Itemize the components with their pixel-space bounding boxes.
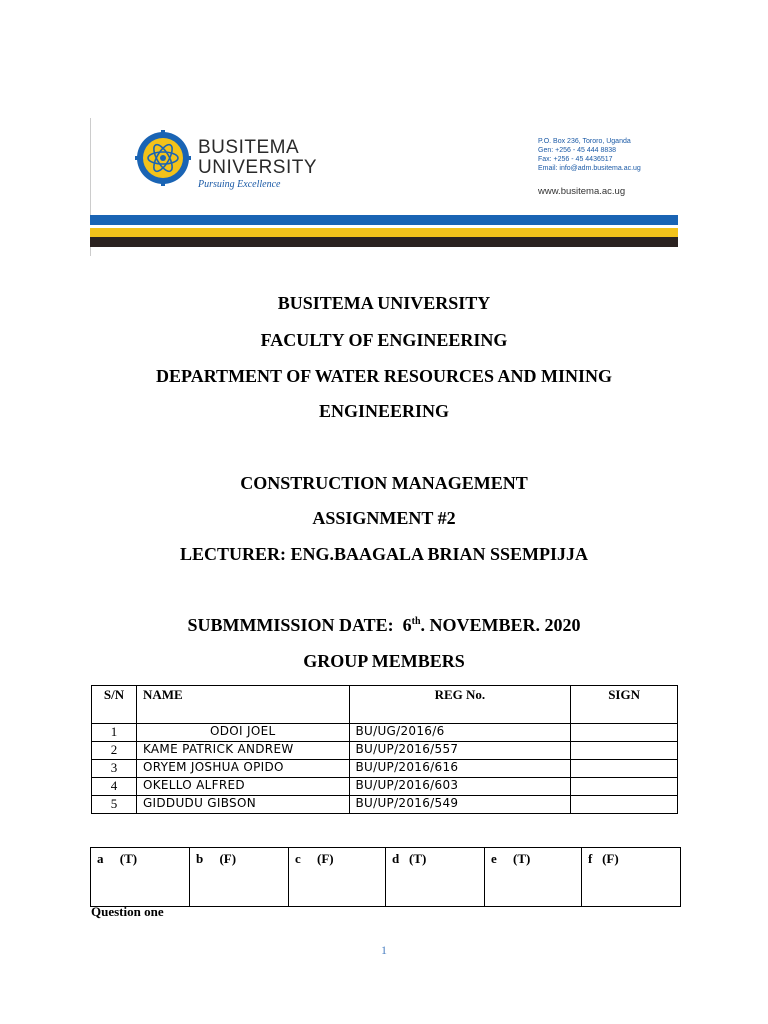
table-row <box>92 796 678 814</box>
member-sn: 4 <box>92 778 137 796</box>
lecturer-line: LECTURER: ENG.BAAGALA BRIAN SSEMPIJJA <box>179 544 589 564</box>
member-sign <box>571 778 678 796</box>
brand-tagline: Pursuing Excellence <box>198 179 281 190</box>
contact-fax: Fax: +256 - 45 4436517 <box>538 156 613 163</box>
answer-cell-a: a (T) <box>91 848 190 907</box>
column-header-reg: REG No. <box>349 686 571 724</box>
question-label: Question one <box>91 904 164 919</box>
member-reg: BU/UP/2016/603 <box>349 778 571 796</box>
stripe-yellow <box>90 228 678 237</box>
gear-atom-emblem-icon <box>135 130 191 186</box>
answers-row <box>91 848 681 907</box>
department-title-line1: DEPARTMENT OF WATER RESOURCES AND MINING <box>156 366 612 386</box>
department-title-line2: ENGINEERING <box>318 401 450 421</box>
answer-cell-c: c (F) <box>289 848 386 907</box>
answer-cell-e: e (T) <box>485 848 582 907</box>
member-reg: BU/UP/2016/549 <box>349 796 571 814</box>
answers-table <box>90 847 681 907</box>
contact-address: P.O. Box 236, Tororo, Uganda <box>538 138 631 145</box>
table-row <box>92 760 678 778</box>
member-name: GIDDUDU GIBSON <box>136 796 349 814</box>
brand-line-2: UNIVERSITY <box>198 157 318 178</box>
contact-block <box>538 137 641 173</box>
group-members-title: GROUP MEMBERS <box>303 651 465 671</box>
member-sn: 1 <box>92 724 137 742</box>
course-title: CONSTRUCTION MANAGEMENT <box>240 473 528 493</box>
column-header-sign: SIGN <box>571 686 678 724</box>
contact-email: Email: info@adm.busitema.ac.ug <box>538 165 641 172</box>
submission-day: 6 <box>402 615 412 635</box>
group-members-table <box>91 685 678 814</box>
member-name: ORYEM JOSHUA OPIDO <box>136 760 349 778</box>
member-name: OKELLO ALFRED <box>136 778 349 796</box>
member-name: ODOI JOEL <box>136 724 349 742</box>
member-reg: BU/UG/2016/6 <box>349 724 571 742</box>
member-sn: 3 <box>92 760 137 778</box>
answer-cell-b: b (F) <box>190 848 289 907</box>
answer-cell-d: d (T) <box>386 848 485 907</box>
table-header-row <box>92 686 678 724</box>
member-sign <box>571 724 678 742</box>
member-sign <box>571 742 678 760</box>
contact-phone: Gen: +256 - 45 444 8838 <box>538 147 617 154</box>
table-row <box>92 724 678 742</box>
member-sn: 2 <box>92 742 137 760</box>
column-header-name: NAME <box>136 686 349 724</box>
stripe-black <box>90 237 678 247</box>
member-sign <box>571 760 678 778</box>
answer-cell-f: f (F) <box>582 848 681 907</box>
faculty-title: FACULTY OF ENGINEERING <box>260 330 508 350</box>
submission-month-year: . NOVEMBER. 2020 <box>420 615 581 635</box>
column-header-sn: S/N <box>92 686 137 724</box>
member-sn: 5 <box>92 796 137 814</box>
stripe-blue <box>90 215 678 225</box>
university-title: BUSITEMA UNIVERSITY <box>277 293 491 313</box>
university-logo <box>135 130 191 186</box>
university-banner <box>90 118 678 256</box>
submission-day-suffix: th <box>411 616 421 627</box>
assignment-title: ASSIGNMENT #2 <box>312 508 456 528</box>
brand-wordmark <box>198 138 317 190</box>
website-url: www.busitema.ac.ug <box>538 186 626 197</box>
member-reg: BU/UP/2016/616 <box>349 760 571 778</box>
submission-label: SUBMMMISSION DATE: <box>187 615 394 635</box>
member-name: KAME PATRICK ANDREW <box>136 742 349 760</box>
table-row <box>92 742 678 760</box>
table-row <box>92 778 678 796</box>
member-sign <box>571 796 678 814</box>
submission-date <box>0 615 768 636</box>
member-reg: BU/UP/2016/557 <box>349 742 571 760</box>
brand-line-1: BUSITEMA <box>198 137 300 158</box>
page-number: 1 <box>381 943 387 957</box>
